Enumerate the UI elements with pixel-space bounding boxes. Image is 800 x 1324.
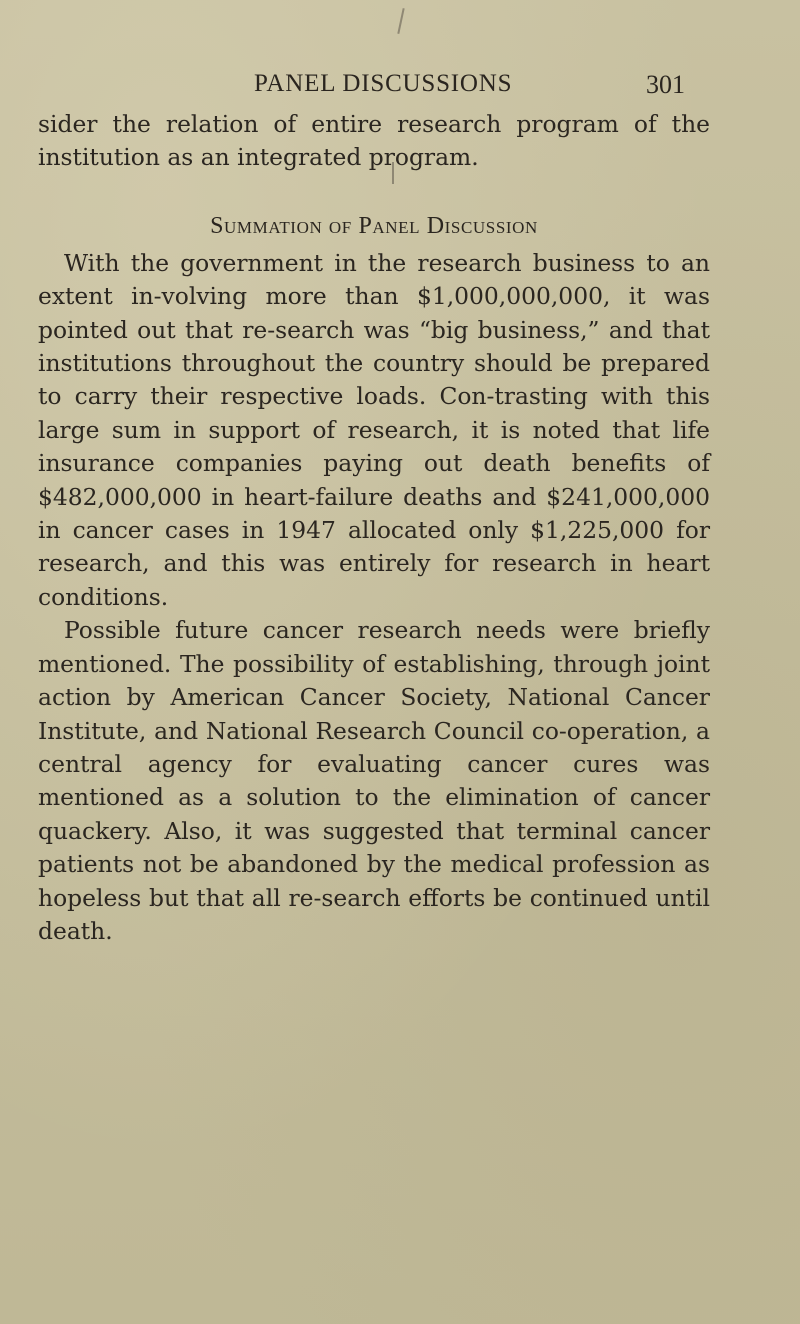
running-header xyxy=(0,70,800,104)
running-title: PANEL DISCUSSIONS xyxy=(254,70,513,97)
body-paragraph: With the government in the research business to an extent in-volving more than $1,000,000,000, it was pointed out that re-search was “big business,” and that institutions throughout the country should be prepared to carry their respective loads. Con-trasting with this large sum in support of research, it is noted that life insurance companies paying out death benefits of $482,000,000 in heart-failure deaths and $241,000,000 in cancer cases in 1947 allocated only $1,225,000 for research, and this was entirely for research in heart conditions. xyxy=(38,248,710,611)
page-scratch-mark xyxy=(397,8,404,34)
page-number: 301 xyxy=(646,70,685,99)
page-body xyxy=(38,108,710,948)
section-heading: Summation of Panel Discussion xyxy=(210,212,538,239)
continuation-paragraph: sider the relation of entire research program of the institution as an integrated program. xyxy=(38,110,710,172)
body-paragraph: Possible future cancer research needs were briefly mentioned. The possibility of establishing, through joint action by American Cancer Society, National Cancer Institute, and National Research Council co-operation, a central agency for evaluating cancer cures was mentioned as a solution to the elimination of cancer quackery. Also, it was suggested that terminal cancer patients not be abandoned by the medical profession as hopeless but that all re-search efforts be continued until death. xyxy=(38,616,710,945)
